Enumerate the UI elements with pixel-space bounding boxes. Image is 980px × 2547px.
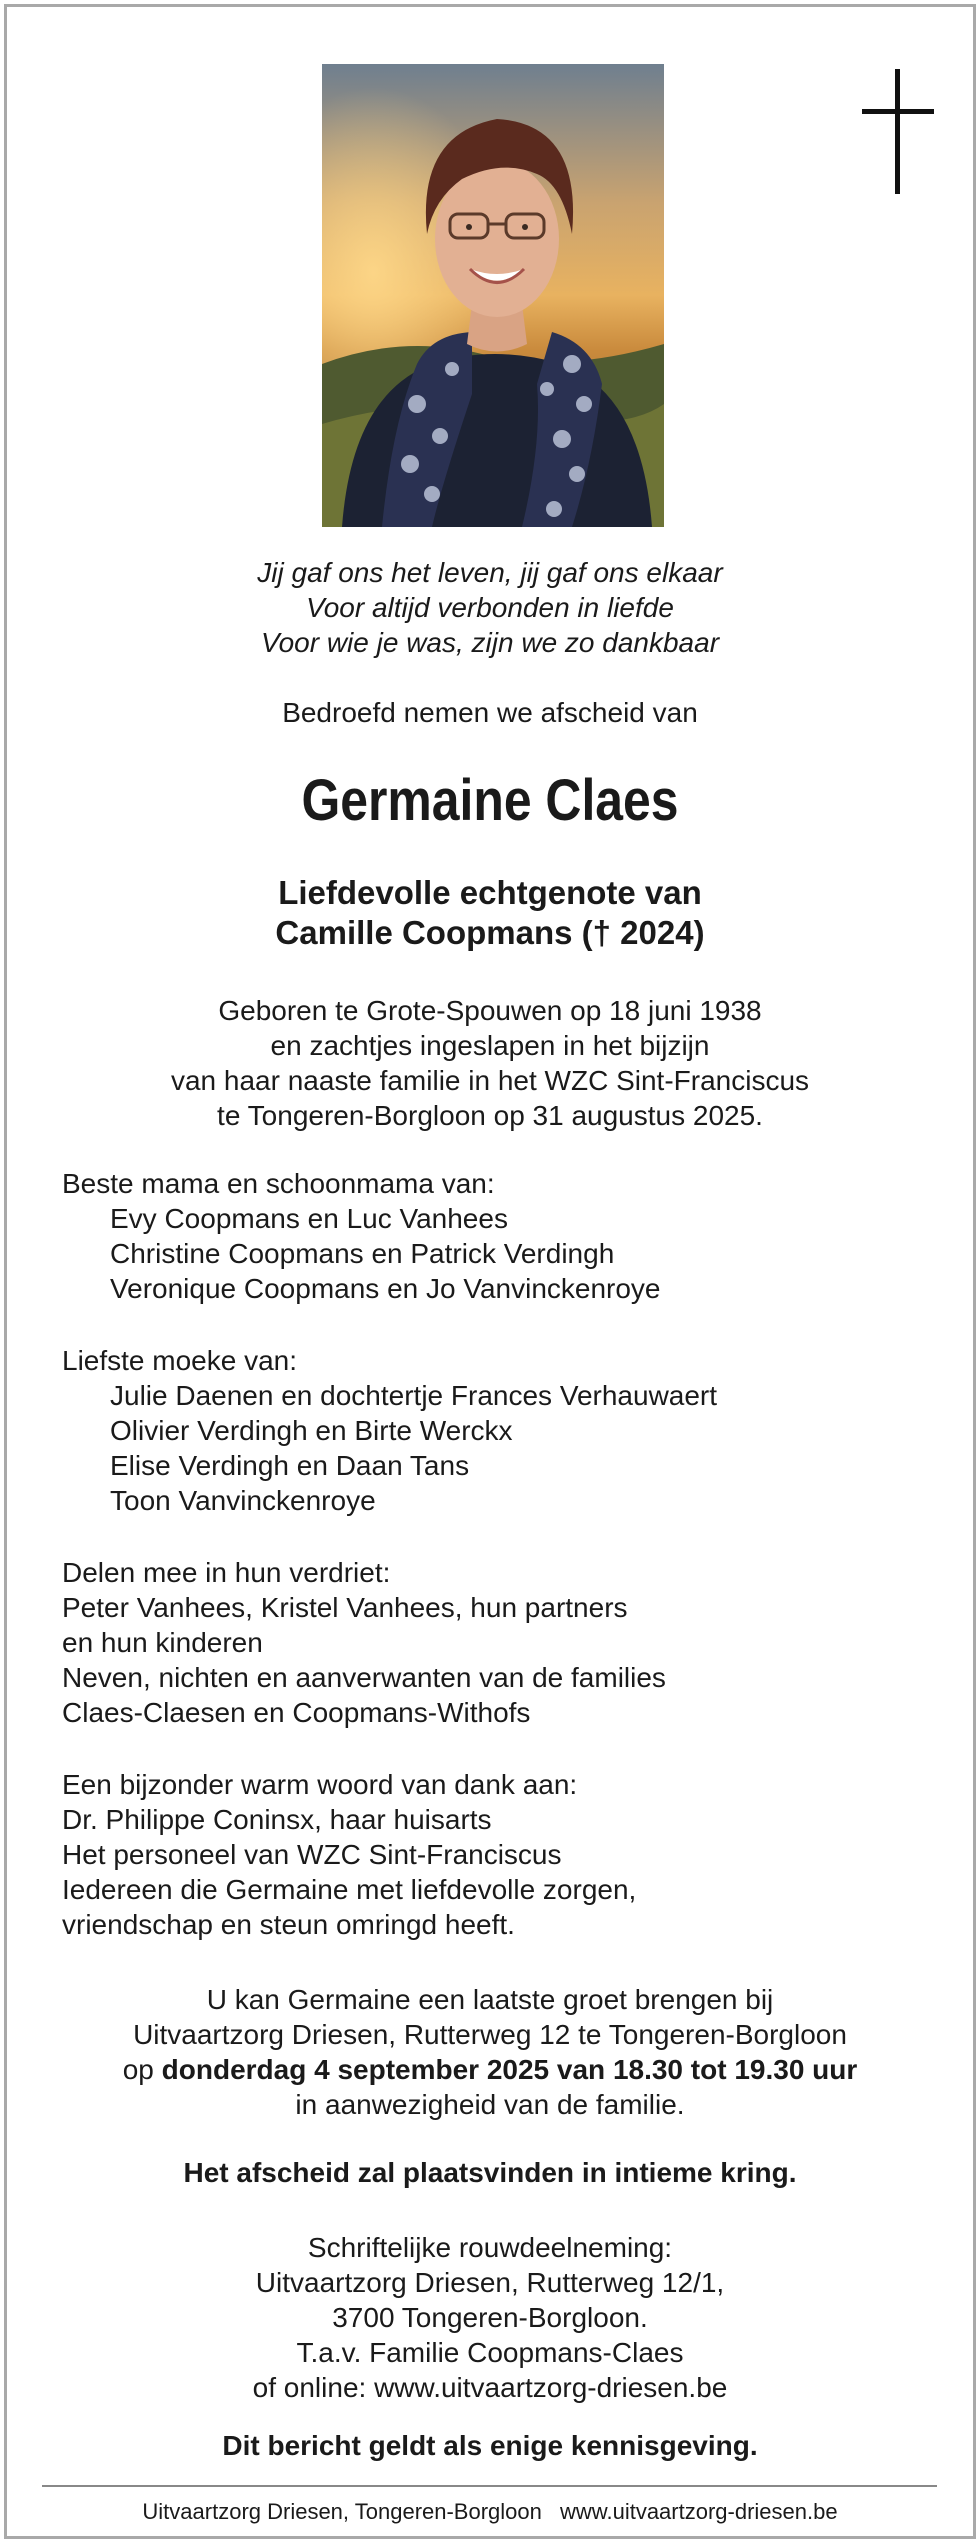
family-name: Elise Verdingh en Daan Tans xyxy=(110,1450,470,1481)
visit-date-line xyxy=(7,2052,973,2087)
sole-notice: Dit bericht geldt als enige kennisgeving. xyxy=(222,2430,758,2461)
farewell-notice: Het afscheid zal plaatsvinden in intieme kring. xyxy=(183,2157,797,2188)
thanks-line: Het personeel van WZC Sint-Franciscus xyxy=(62,1839,562,1870)
grief-line: Neven, nichten en aanverwanten van de families xyxy=(62,1662,666,1693)
family-name: Olivier Verdingh en Birte Werckx xyxy=(110,1415,513,1446)
footer-company: Uitvaartzorg Driesen, Tongeren-Borgloon xyxy=(142,2499,542,2524)
spouse-line: Camille Coopmans († 2024) xyxy=(275,914,705,951)
footer xyxy=(7,2499,973,2525)
address-line: of online: www.uitvaartzorg-driesen.be xyxy=(252,2372,728,2403)
family-name: Veronique Coopmans en Jo Vanvinckenroye xyxy=(110,1273,661,1304)
family-name: Toon Vanvinckenroye xyxy=(110,1485,376,1516)
grief-section xyxy=(62,1555,666,1730)
thanks-line: vriendschap en steun omringd heeft. xyxy=(62,1909,515,1940)
address-line: T.a.v. Familie Coopmans-Claes xyxy=(296,2337,684,2368)
visit-line: in aanwezigheid van de familie. xyxy=(295,2089,685,2120)
address-line: 3700 Tongeren-Borgloon. xyxy=(332,2302,648,2333)
footer-website[interactable]: www.uitvaartzorg-driesen.be xyxy=(560,2499,838,2524)
children-section xyxy=(62,1166,661,1306)
thanks-line: Dr. Philippe Coninsx, haar huisarts xyxy=(62,1804,492,1835)
visit-line: U kan Germaine een laatste groet brengen bij xyxy=(206,1984,774,2015)
birth-death-info xyxy=(7,993,973,1133)
family-name: Evy Coopmans en Luc Vanhees xyxy=(110,1203,508,1234)
death-notice xyxy=(4,4,976,2539)
grief-line: Peter Vanhees, Kristel Vanhees, hun partners xyxy=(62,1592,628,1623)
visitation-info xyxy=(7,1982,973,2122)
thanks-section xyxy=(62,1767,636,1942)
visit-line: Uitvaartzorg Driesen, Rutterweg 12 te Tongeren-Borgloon xyxy=(133,2019,847,2050)
family-name: Julie Daenen en dochtertje Frances Verhauwaert xyxy=(110,1380,718,1411)
memorial-poem xyxy=(7,555,973,660)
grief-line: Claes-Claesen en Coopmans-Withofs xyxy=(62,1697,531,1728)
intro-text: Bedroefd nemen we afscheid van xyxy=(282,697,698,728)
condolence-address xyxy=(7,2230,973,2405)
info-line: Geboren te Grote-Spouwen op 18 juni 1938 xyxy=(218,995,762,1026)
info-line: en zachtjes ingeslapen in het bijzijn xyxy=(270,1030,710,1061)
cross-icon xyxy=(862,69,934,194)
section-heading: Beste mama en schoonmama van: xyxy=(62,1168,495,1199)
grandchildren-section xyxy=(62,1343,717,1518)
family-name: Christine Coopmans en Patrick Verdingh xyxy=(110,1238,615,1269)
grief-line: en hun kinderen xyxy=(62,1627,263,1658)
visit-prefix: op xyxy=(122,2054,154,2085)
info-line: te Tongeren-Borgloon op 31 augustus 2025. xyxy=(217,1100,763,1131)
visit-datetime: donderdag 4 september 2025 van 18.30 tot 19.30 uur xyxy=(161,2054,858,2085)
thanks-line: Iedereen die Germaine met liefdevolle zorgen, xyxy=(62,1874,637,1905)
poem-line: Voor altijd verbonden in liefde xyxy=(306,592,674,623)
section-heading: Liefste moeke van: xyxy=(62,1345,298,1376)
info-line: van haar naaste familie in het WZC Sint-Franciscus xyxy=(170,1065,810,1096)
section-heading: Een bijzonder warm woord van dank aan: xyxy=(62,1769,578,1800)
portrait-photo xyxy=(322,64,664,527)
address-line: Uitvaartzorg Driesen, Rutterweg 12/1, xyxy=(255,2267,725,2298)
poem-line: Jij gaf ons het leven, jij gaf ons elkaar xyxy=(257,557,723,588)
footer-divider xyxy=(42,2485,937,2487)
address-line: Schriftelijke rouwdeelneming: xyxy=(307,2232,673,2263)
spouse-line: Liefdevolle echtgenote van xyxy=(278,874,702,911)
section-heading: Delen mee in hun verdriet: xyxy=(62,1557,391,1588)
spouse-info xyxy=(7,873,973,953)
poem-line: Voor wie je was, zijn we zo dankbaar xyxy=(260,627,720,658)
deceased-name: Germaine Claes xyxy=(301,768,679,833)
